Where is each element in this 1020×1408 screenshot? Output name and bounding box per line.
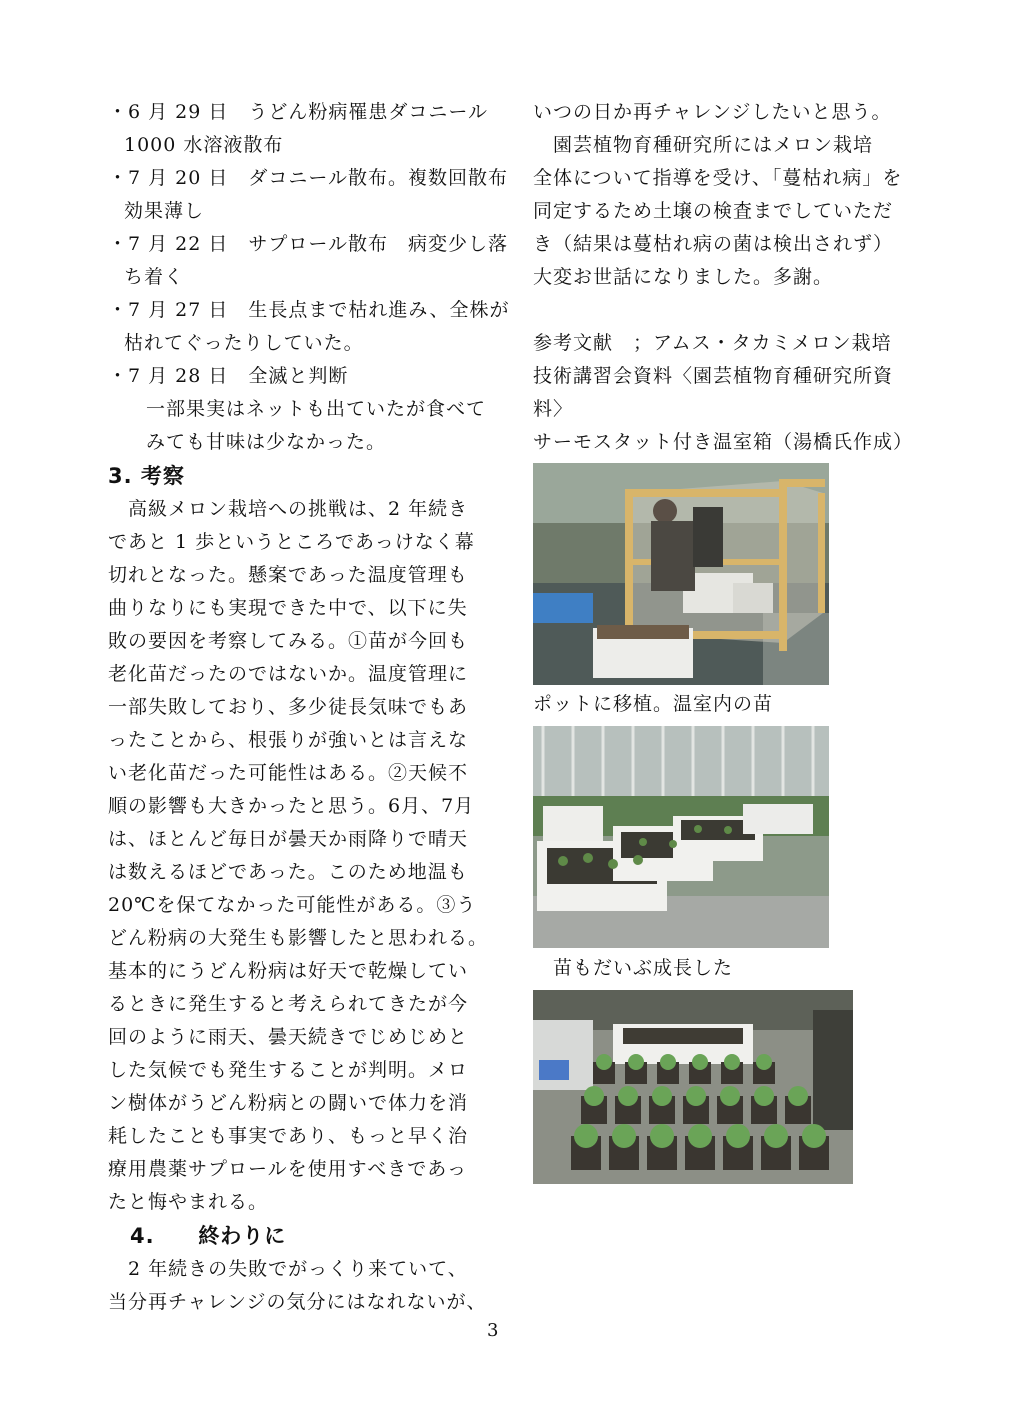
body-line: 大変お世話になりました。多謝。 bbox=[533, 266, 834, 288]
body-line: は、ほとんど毎日が曇天か雨降りで晴天 bbox=[108, 828, 469, 850]
body-line: 20℃を保てなかった可能性がある。③う bbox=[108, 894, 477, 916]
body-line: であと 1 歩というところであっけなく幕 bbox=[108, 531, 475, 553]
log-entry bbox=[108, 294, 510, 360]
body-line: 当分再チャレンジの気分にはなれないが、 bbox=[108, 1291, 487, 1313]
section-title: 考察 bbox=[140, 464, 185, 488]
left-column bbox=[108, 96, 510, 1319]
log-entry-line: ・7 月 28 日 全滅と判断 bbox=[108, 365, 349, 387]
log-entry bbox=[108, 228, 509, 294]
photo-caption: ポットに移植。温室内の苗 bbox=[533, 693, 774, 715]
log-entry-line: ・7 月 27 日 生長点まで枯れ進み、全株が bbox=[108, 299, 510, 321]
log-entry-line: 1000 水溶液散布 bbox=[124, 134, 284, 156]
photo-seedlings-in-greenhouse bbox=[533, 726, 829, 948]
body-line: 敗の要因を考察してみる。①苗が今回も bbox=[108, 630, 469, 652]
right-column bbox=[533, 96, 914, 459]
body-line: き（結果は蔓枯れ病の菌は検出されず） bbox=[533, 233, 894, 255]
body-line: 耗したことも事実であり、もっと早く治 bbox=[108, 1125, 469, 1147]
log-entry-line: ・7 月 22 日 サプロール散布 病変少し落 bbox=[108, 233, 509, 255]
log-entry-line: ち着く bbox=[124, 266, 185, 288]
section-title: 終わりに bbox=[198, 1224, 287, 1248]
body-line: 同定するため土壌の検査までしていただ bbox=[533, 200, 894, 222]
photo-grown-seedlings bbox=[533, 990, 853, 1184]
body-line: した気候でも発生することが判明。メロ bbox=[108, 1059, 469, 1081]
page-number: 3 bbox=[487, 1320, 499, 1341]
body-line: たと悔やまれる。 bbox=[108, 1191, 269, 1213]
body-line: 2 年続きの失敗でがっくり来ていて、 bbox=[108, 1258, 468, 1280]
photo-caption: サーモスタット付き温室箱（湯橋氏作成） bbox=[533, 431, 914, 453]
body-line: 順の影響も大きかったと思う。6月、7月 bbox=[108, 795, 475, 817]
section-3-heading bbox=[108, 459, 500, 493]
body-line: 老化苗だったのではないか。温度管理に bbox=[108, 663, 469, 685]
log-entry-line: みても甘味は少なかった。 bbox=[146, 431, 387, 453]
body-line: い老化苗だった可能性はある。②天候不 bbox=[108, 762, 469, 784]
body-line: 療用農薬サプロールを使用すべきであっ bbox=[108, 1158, 468, 1180]
reference-line: 料〉 bbox=[533, 398, 574, 420]
reference-line: 技術講習会資料〈園芸植物育種研究所資 bbox=[533, 365, 894, 387]
log-entry-line: ・6 月 29 日 うどん粉病罹患ダコニール bbox=[108, 101, 489, 123]
section-4-body bbox=[108, 1253, 500, 1319]
reference-line: 参考文献 ；アムス・タカミメロン栽培 bbox=[533, 332, 892, 354]
spacer bbox=[533, 294, 905, 327]
log-entry-line: 枯れてぐったりしていた。 bbox=[124, 332, 364, 354]
section-number: 4. bbox=[130, 1224, 155, 1248]
section-3-body bbox=[108, 493, 500, 1219]
body-line: るときに発生すると考えられてきたが今 bbox=[108, 993, 469, 1015]
closing-paragraph bbox=[533, 96, 905, 294]
body-line: 曲りなりにも実現できた中で、以下に失 bbox=[108, 597, 468, 619]
body-line: 全体について指導を受け、「蔓枯れ病」を bbox=[533, 167, 903, 189]
photo-greenhouse-box bbox=[533, 463, 829, 685]
log-entry bbox=[108, 360, 500, 459]
body-line: 基本的にうどん粉病は好天で乾燥してい bbox=[108, 960, 469, 982]
section-number: 3. bbox=[108, 464, 133, 488]
log-entry-line: 一部果実はネットも出ていたが食べて bbox=[146, 398, 487, 420]
body-line: 切れとなった。懸案であった温度管理も bbox=[108, 564, 468, 586]
body-line: 園芸植物育種研究所にはメロン栽培 bbox=[533, 134, 874, 156]
body-line: 一部失敗しており、多少徒長気味でもあ bbox=[108, 696, 469, 718]
log-entry-line: 効果薄し bbox=[124, 200, 205, 222]
body-line: いつの日か再チャレンジしたいと思う。 bbox=[533, 101, 892, 123]
log-entry bbox=[108, 162, 509, 228]
references bbox=[533, 327, 905, 426]
body-line: 高級メロン栽培への挑戦は、2 年続き bbox=[108, 498, 469, 520]
section-4-heading bbox=[108, 1219, 500, 1253]
body-line: ったことから、根張りが強いとは言えな bbox=[108, 729, 469, 751]
log-entry-line: ・7 月 20 日 ダコニール散布。複数回散布 bbox=[108, 167, 509, 189]
body-line: 回のように雨天、曇天続きでじめじめと bbox=[108, 1026, 469, 1048]
log-entry bbox=[108, 96, 500, 162]
photo-caption: 苗もだいぶ成長した bbox=[533, 957, 734, 979]
body-line: どん粉病の大発生も影響したと思われる。 bbox=[108, 927, 489, 949]
body-line: は数えるほどであった。このため地温も bbox=[108, 861, 468, 883]
body-line: ン樹体がうどん粉病との闘いで体力を消 bbox=[108, 1092, 469, 1114]
